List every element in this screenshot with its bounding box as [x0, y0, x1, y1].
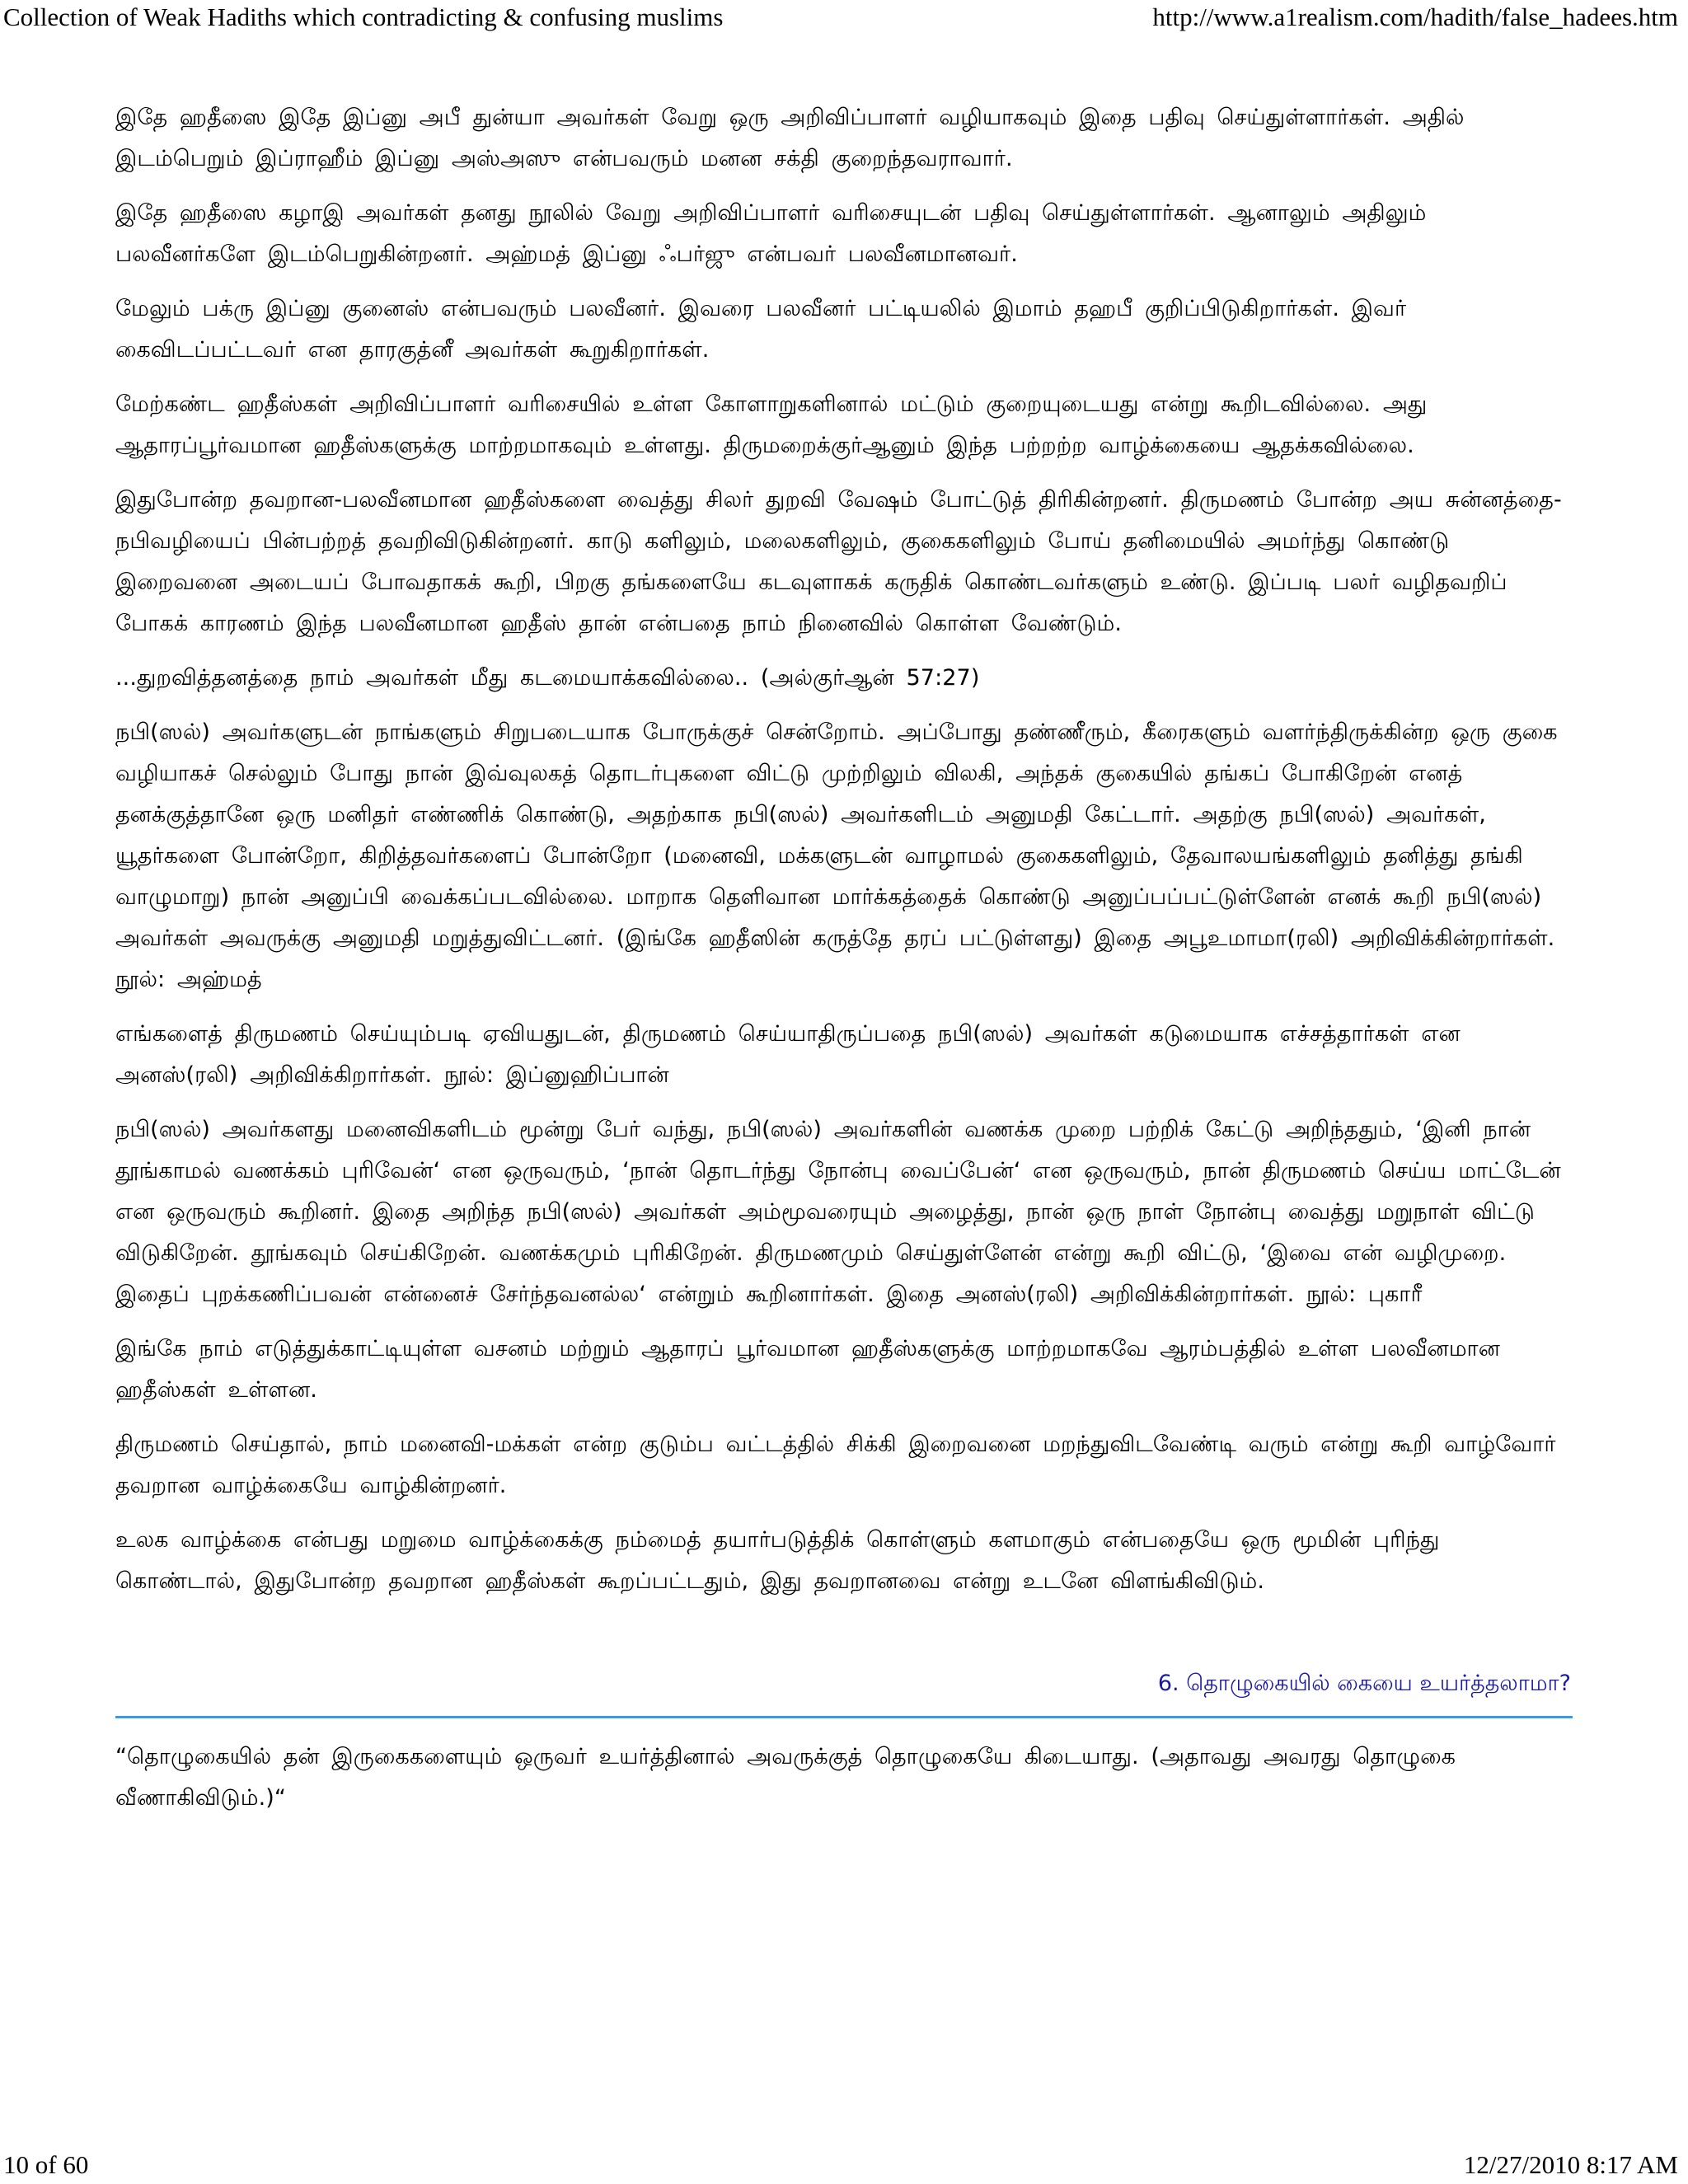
paragraph: நபி(ஸல்) அவர்களுடன் நாங்களும் சிறுபடையாக போருக்குச் சென்றோம். அப்போது தண்ணீரும், கீரைகளும் வளர்ந்திருக்கின்ற ஒரு குகை வழியாகச் செல்லும் போது நான் இவ்வுலகத் தொடர்புகளை விட்டு முற்றிலும் விலகி, அந்தக் குகையில் தங்கப் போகிறேன் எனத் தனக்குத்தானே ஒரு மனிதர் எண்ணிக் கொண்டு, அதற்காக நபி(ஸல்) அவர்களிடம் அனுமதி கேட்டார். அதற்கு நபி(ஸல்) அவர்கள், யூதர்களை போன்றோ, கிறித்தவர்களைப் போன்றோ (மனைவி, மக்களுடன் வாழாமல் குகைகளிலும், தேவாலயங்களிலும் தனித்து தங்கி வாழுமாறு) நான் அனுப்பி வைக்கப்படவில்லை. மாறாக தெளிவான மார்க்கத்தைக் கொண்டு அனுப்பப்பட்டுள்ளேன் எனக் கூறி நபி(ஸல்) அவர்கள் அவருக்கு அனுமதி மறுத்துவிட்டனர். (இங்கே ஹதீஸின் கருத்தே தரப் பட்டுள்ளது) இதை அபூஉமாமா(ரலி) அறிவிக்கின்றார்கள். நூல்: அஹ்மத்: [115, 719, 1558, 992]
paragraph: உலக வாழ்க்கை என்பது மறுமை வாழ்க்கைக்கு நம்மைத் தயார்படுத்திக் கொள்ளும் களமாகும் என்பதையே ஒரு மூமின் புரிந்து கொண்டால், இதுபோன்ற தவறான ஹதீஸ்கள் கூறப்பட்டதும், இது தவறானவை என்று உடனே விளங்கிவிடும்.: [115, 1527, 1440, 1594]
paragraph: இங்கே நாம் எடுத்துக்காட்டியுள்ள வசனம் மற்றும் ஆதாரப் பூர்வமான ஹதீஸ்களுக்கு மாற்றமாகவே ஆரம்பத்தில் உள்ள பலவீனமான ஹதீஸ்கள் உள்ளன.: [115, 1336, 1501, 1403]
paragraph: இதே ஹதீஸை இதே இப்னு அபீ துன்யா அவர்கள் வேறு ஒரு அறிவிப்பாளர் வழியாகவும் இதை பதிவு செய்துள்ளார்கள். அதில் இடம்பெறும் இப்ராஹீம் இப்னு அஸ்அஸு என்பவரும் மனன சக்தி குறைந்தவராவார்.: [115, 105, 1465, 171]
paragraph: திருமணம் செய்தால், நாம் மனைவி-மக்கள் என்ற குடும்ப வட்டத்தில் சிக்கி இறைவனை மறந்துவிடவேண்டி வரும் என்று கூறி வாழ்வோர் தவறான வாழ்க்கையே வாழ்கின்றனர்.: [115, 1432, 1556, 1498]
print-header: [0, 2, 1688, 35]
paragraph: மேற்கண்ட ஹதீஸ்கள் அறிவிப்பாளர் வரிசையில் உள்ள கோளாறுகளினால் மட்டும் குறையுடையது என்று கூறிடவில்லை. அது ஆதாரப்பூர்வமான ஹதீஸ்களுக்கு மாற்றமாகவும் உள்ளது. திருமறைக்குர்ஆனும் இந்த பற்றற்ற வாழ்க்கையை ஆதக்கவில்லை.: [115, 391, 1428, 458]
page-number: 10 of 60: [3, 2150, 89, 2179]
paragraph: நபி(ஸல்) அவர்களது மனைவிகளிடம் மூன்று பேர் வந்து, நபி(ஸல்) அவர்களின் வணக்க முறை பற்றிக் கேட்டு அறிந்ததும், ‘இனி நான் தூங்காமல் வணக்கம் புரிவேன்‘ என ஒருவரும், ‘நான் தொடர்ந்து நோன்பு வைப்பேன்‘ என ஒருவரும், நான் திருமணம் செய்ய மாட்டேன் என ஒருவரும் கூறினர். இதை அறிந்த நபி(ஸல்) அவர்கள் அம்மூவரையும் அழைத்து, நான் ஒரு நாள் நோன்பு வைத்து மறுநாள் விட்டு விடுகிறேன். தூங்கவும் செய்கிறேன். வணக்கமும் புரிகிறேன். திருமணமும் செய்துள்ளேன் என்று கூறி விட்டு, ‘இவை என் வழிமுறை. இதைப் புறக்கணிப்பவன் என்னைச் சேர்ந்தவனல்ல‘ என்றும் கூறினார்கள். இதை அனஸ்(ரலி) அறிவிக்கின்றார்கள். நூல்: புகாரீ: [115, 1117, 1561, 1307]
print-footer: [0, 2149, 1688, 2182]
section-divider: [115, 1716, 1573, 1718]
quran-verse: ...துறவித்தனத்தை நாம் அவர்கள் மீது கடமையாக்கவில்லை.. (அல்குர்ஆன் 57:27): [115, 665, 980, 691]
paragraph: எங்களைத் திருமணம் செய்யும்படி ஏவியதுடன், திருமணம் செய்யாதிருப்பதை நபி(ஸல்) அவர்கள் கடுமையாக எச்சத்தார்கள் என அனஸ்(ரலி) அறிவிக்கிறார்கள். நூல்: இப்னுஹிப்பான்: [115, 1021, 1461, 1088]
section-quote: “தொழுகையில் தன் இருகைகளையும் ஒருவர் உயர்த்தினால் அவருக்குத் தொழுகையே கிடையாது. (அதாவது அவரது தொழுகை வீணாகிவிடும்.)“: [115, 1744, 1456, 1811]
page-title: Collection of Weak Hadiths which contradicting & confusing muslims: [3, 2, 724, 31]
paragraph: இதே ஹதீஸை கழாஇ அவர்கள் தனது நூலில் வேறு அறிவிப்பாளர் வரிசையுடன் பதிவு செய்துள்ளார்கள். ஆனாலும் அதிலும் பலவீனர்களே இடம்பெறுகின்றனர். அஹ்மத் இப்னு ஃபர்ஜு என்பவர் பலவீனமானவர்.: [115, 200, 1427, 267]
paragraph: இதுபோன்ற தவறான-பலவீனமான ஹதீஸ்களை வைத்து சிலர் துறவி வேஷம் போட்டுத் திரிகின்றனர். திருமணம் போன்ற அய சுன்னத்தை-நபிவழியைப் பின்பற்றத் தவறிவிடுகின்றனர். காடு களிலும், மலைகளிலும், குகைகளிலும் போய் தனிமையில் அமர்ந்து கொண்டு இறைவனை அடையப் போவதாகக் கூறி, பிறகு தங்களையே கடவுளாகக் கருதிக் கொண்டவர்களும் உண்டு. இப்படி பலர் வழிதவறிப் போகக் காரணம் இந்த பலவீனமான ஹதீஸ் தான் என்பதை நாம் நினைவில் கொள்ள வேண்டும்.: [115, 487, 1562, 636]
print-timestamp: 12/27/2010 8:17 AM: [1463, 2150, 1678, 2179]
page-url[interactable]: http://www.a1realism.com/hadith/false_hadees.htm: [1152, 2, 1678, 31]
paragraph: மேலும் பக்ரு இப்னு குனைஸ் என்பவரும் பலவீனர். இவரை பலவீனர் பட்டியலில் இமாம் தஹபீ குறிப்பிடுகிறார்கள். இவர் கைவிடப்பட்டவர் என தாரகுத்னீ அவர்கள் கூறுகிறார்கள்.: [115, 296, 1407, 363]
section-heading: 6. தொழுகையில் கையை உயர்த்தலாமா?: [1157, 1671, 1571, 1696]
article-body: [115, 97, 1573, 1832]
